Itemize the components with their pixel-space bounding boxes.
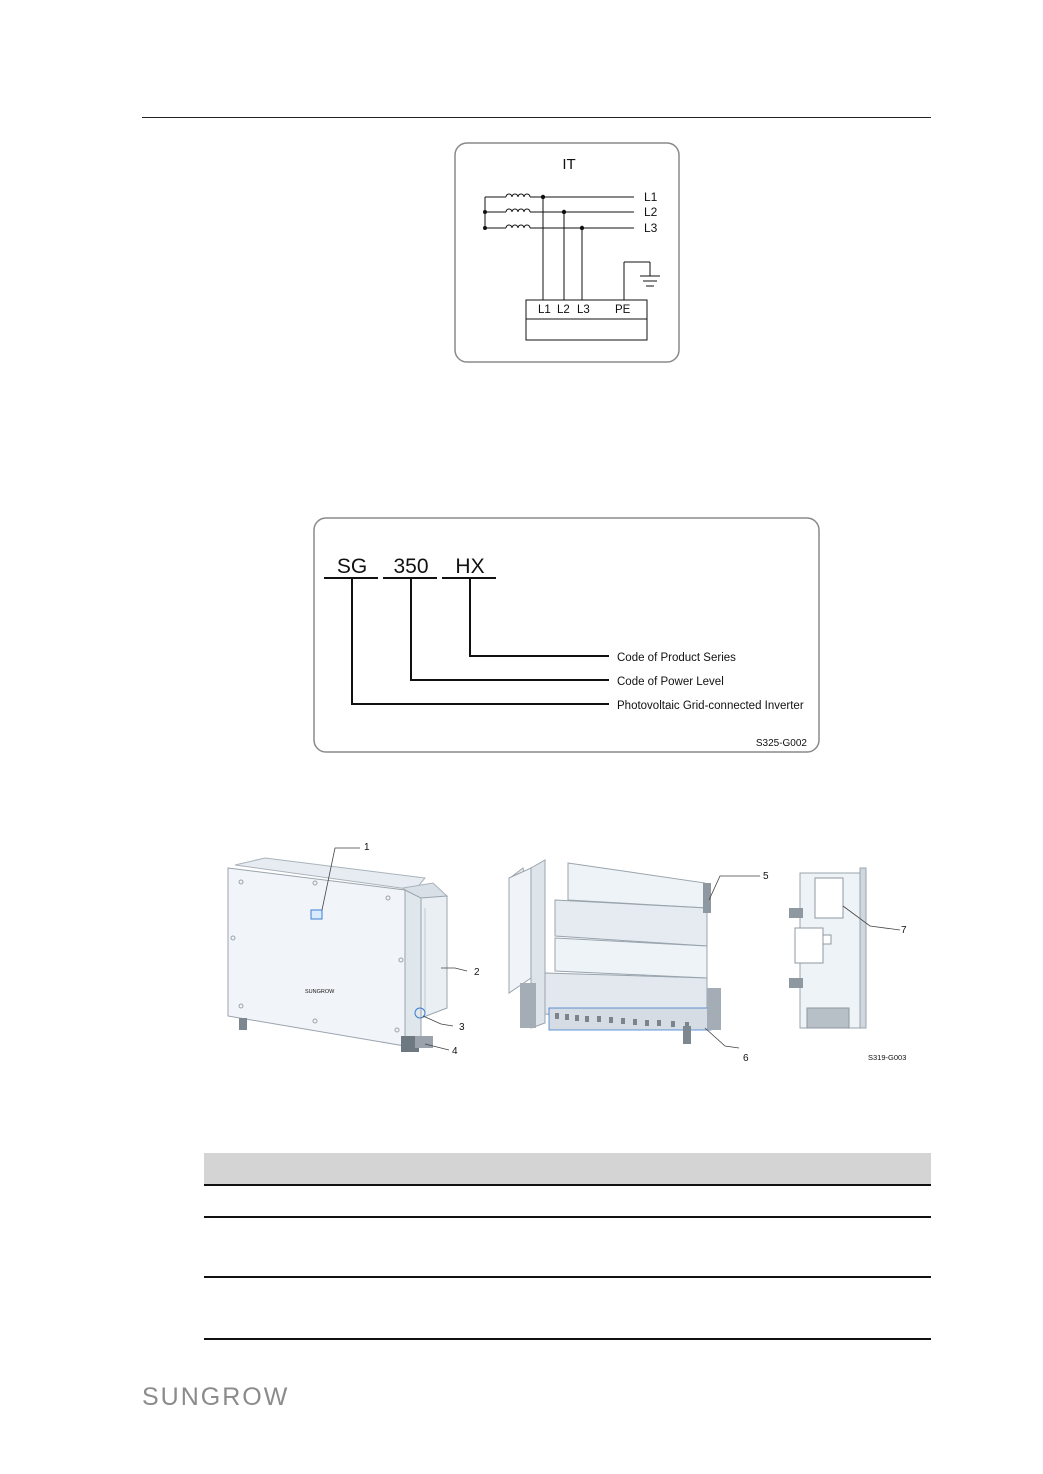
callout-5: 5 [763,871,769,882]
table-row-divider [204,1338,931,1340]
table-row-divider [204,1216,931,1218]
header-rule [142,117,931,118]
callout-3: 3 [459,1022,465,1033]
inverter-figure-code: S319-G003 [868,1053,907,1062]
model-segment-sg: SG [336,555,368,578]
table-header-cell [204,1153,931,1184]
table-row-divider [204,1276,931,1278]
inverter-appearance-figure [225,838,915,1073]
inverter-side-view [789,868,866,1028]
table-row-divider [204,1184,931,1186]
terminal-label-l3: L3 [577,304,590,316]
it-title: IT [562,156,576,173]
model-figure-code: S325-G002 [755,738,807,749]
inverter-front-view [228,858,447,1052]
model-desc-series: Code of Product Series [617,652,736,664]
model-designation-diagram [313,517,820,753]
model-desc-type: Photovoltaic Grid-connected Inverter [617,700,804,712]
terminal-label-l1: L1 [538,304,551,316]
line-label-l3: L3 [644,221,658,235]
model-segment-350: 350 [393,555,429,578]
line-label-l2: L2 [644,205,658,219]
callout-1: 1 [364,842,370,853]
model-desc-power: Code of Power Level [617,676,724,688]
it-grid-diagram [454,142,680,363]
terminal-label-pe: PE [615,304,631,316]
callout-7: 7 [901,925,907,936]
line-label-l1: L1 [644,190,658,204]
inverter-wiring-view [509,860,721,1044]
callout-2: 2 [474,967,480,978]
table-header-row [204,1153,931,1184]
parts-table [204,1153,931,1184]
front-view-brand: SUNGROW [305,989,335,995]
callout-6: 6 [743,1053,749,1064]
callout-4: 4 [452,1046,458,1057]
terminal-label-l2: L2 [557,304,570,316]
footer-logo: SUNGROW [142,1383,290,1411]
model-segment-hx: HX [455,555,485,578]
